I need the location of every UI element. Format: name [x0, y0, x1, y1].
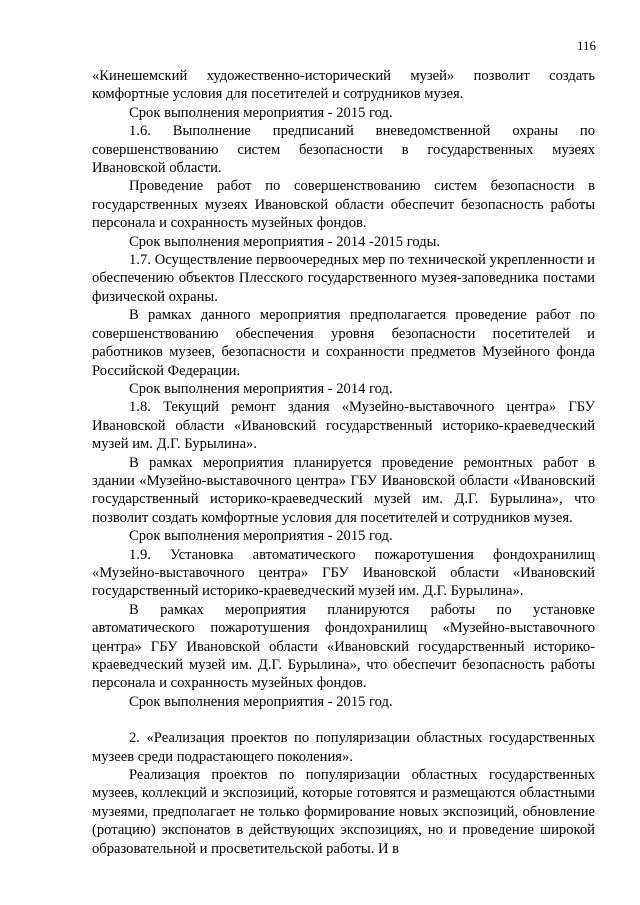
paragraph: В рамках мероприятия планируются работы по установке автоматического пожаротушения фондохранилищ «Музейно-выставочного центра» ГБУ Ивановской области «Ивановский государственный историко-краеведческий музей им. Д.Г. Бурылина», что обеспечит безопасность работы персонала и сохранность музейных фондов. [92, 601, 595, 692]
paragraph: В рамках мероприятия планируется проведение ремонтных работ в здании «Музейно-выставочного центра» ГБУ Ивановской области «Ивановский государственный историко-краеведческий музей им. Д.Г. Бурылина», что позволит создать комфортные условия для посетителей и сотрудников музея. [92, 454, 595, 526]
paragraph: «Кинешемский художественно-исторический музей» позволит создать комфортные условия для посетителей и сотрудников музея. [92, 68, 595, 103]
paragraph: Срок выполнения мероприятия - 2015 год. [129, 528, 393, 545]
paragraph: Срок выполнения мероприятия - 2015 год. [129, 104, 393, 121]
paragraph: 1.9. Установка автоматического пожаротушения фондохранилищ «Музейно-выставочного центра» ГБУ Ивановской области «Ивановский государственный историко-краеведческий музей им. Д.Г. Бурылина». [92, 546, 595, 600]
paragraph: 1.6. Выполнение предписаний вневедомственной охраны по совершенствованию систем безопасности в государственных музеях Ивановской области. [92, 123, 595, 177]
paragraph-spacer [92, 711, 595, 729]
paragraph: В рамках данного мероприятия предполагается проведение работ по совершенствованию обеспечения уровня безопасности посетителей и работников музеев, безопасности и сохранности предметов Музейного фонда Российской Федерации. [92, 307, 595, 379]
paragraph: 1.8. Текущий ремонт здания «Музейно-выставочного центра» ГБУ Ивановской области «Ивановский государственный историко-краеведческий музей им. Д.Г. Бурылина». [92, 399, 595, 453]
paragraph: 1.7. Осуществление первоочередных мер по технической укрепленности и обеспечению объектов Плесского государственного музея-заповедника постами физической охраны. [92, 252, 595, 305]
paragraph: Срок выполнения мероприятия - 2015 год. [129, 693, 393, 710]
document-body [92, 67, 595, 858]
paragraph: Реализация проектов по популяризации областных государственных музеев, коллекций и экспозиций, которые готовятся и размещаются областными музеями, предполагает не только формирование новых экспозиций, обновление (ротацию) экспонатов в действующих экспозициях, но и проведение широкой образовательной и просветительской работы. И в [92, 767, 595, 857]
paragraph: 2. «Реализация проектов по популяризации областных государственных музеев среди подрастающего поколения». [92, 730, 595, 765]
paragraph: Проведение работ по совершенствованию систем безопасности в государственных музеях Ивановской области обеспечит безопасность работы персонала и сохранность музейных фондов. [92, 178, 595, 232]
paragraph: Срок выполнения мероприятия - 2014 -2015 годы. [129, 233, 441, 250]
paragraph: Срок выполнения мероприятия - 2014 год. [129, 380, 393, 397]
page-number: 116 [576, 38, 596, 53]
